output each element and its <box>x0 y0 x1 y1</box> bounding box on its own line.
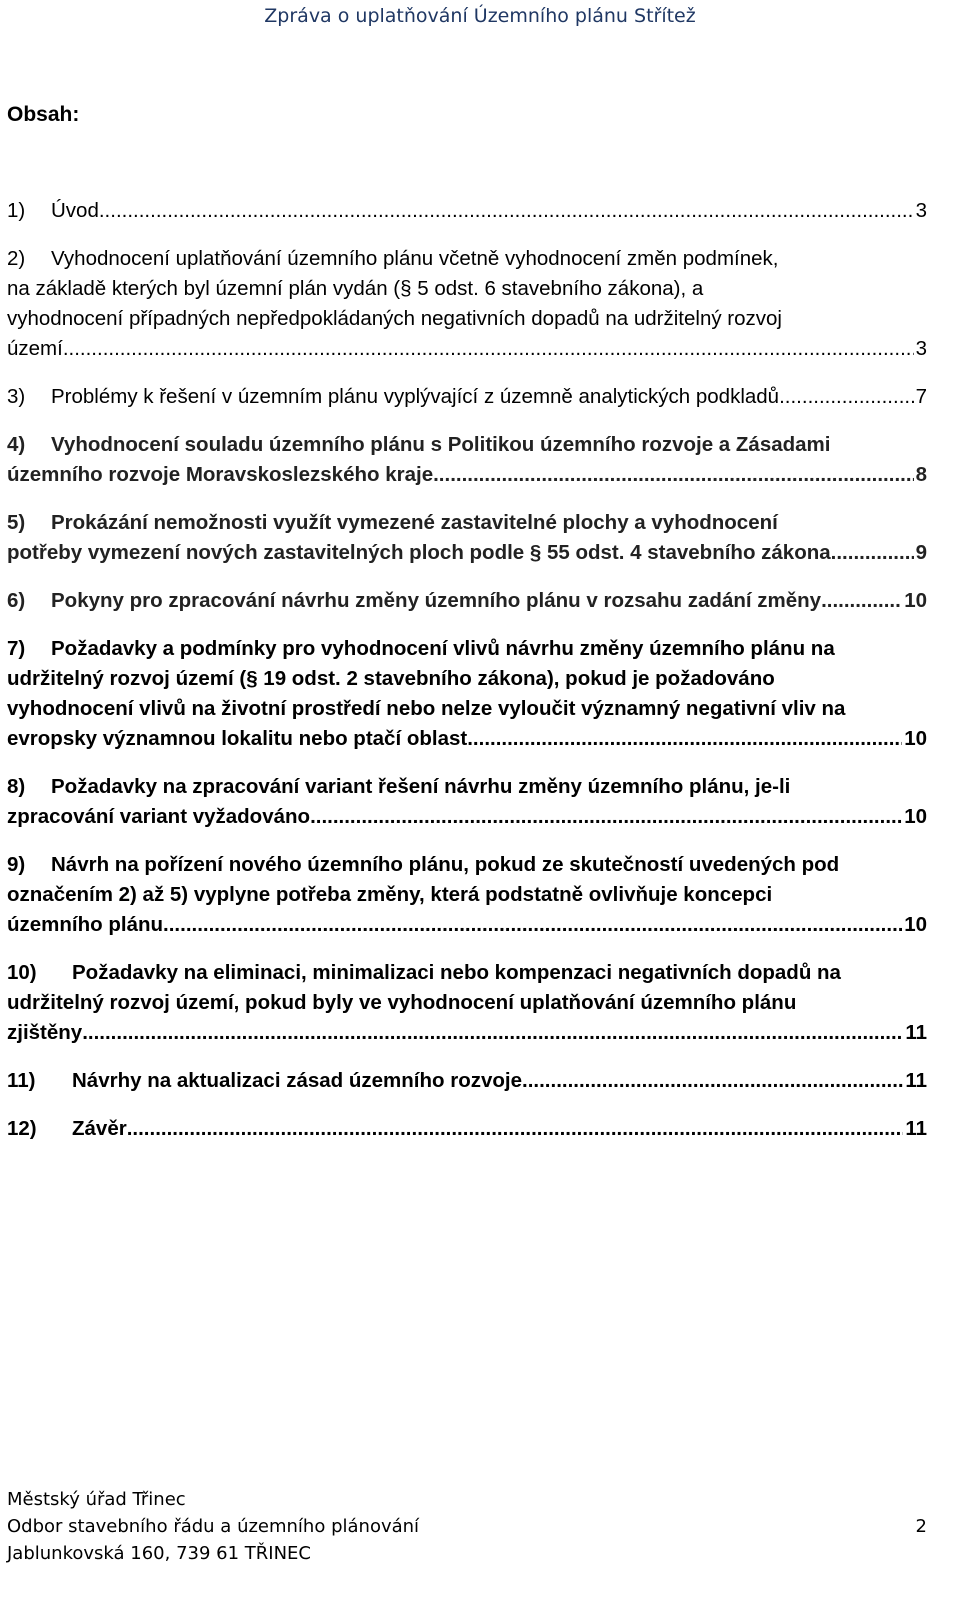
toc-entry-line <box>7 958 927 988</box>
toc-entry-line: označením 2) až 5) vyplyne potřeba změny, která podstatně ovlivňuje koncepci <box>7 883 773 906</box>
toc-page-number: 3 <box>915 337 927 360</box>
toc-page-number: 11 <box>905 1021 927 1044</box>
toc-dot-leader <box>163 910 902 940</box>
toc-entry-line <box>7 430 927 460</box>
toc-page-number: 10 <box>904 589 927 612</box>
toc-entry-number: 12) <box>7 1117 37 1140</box>
toc-entry-number: 2) <box>7 247 26 270</box>
toc-entry-title: zpracování variant vyžadováno <box>7 805 311 828</box>
toc-entry-text: Prokázání nemožnosti využít vymezené zastavitelné plochy a vyhodnocení <box>51 511 778 534</box>
toc-entry-line <box>7 634 927 664</box>
toc-page-number: 3 <box>915 199 927 222</box>
toc-entry[interactable] <box>7 382 927 412</box>
toc-entry-title: evropsky významnou lokalitu nebo ptačí oblast <box>7 727 468 750</box>
toc-entry-number: 4) <box>7 433 26 456</box>
toc-dot-leader <box>467 724 902 754</box>
toc-dot-leader <box>522 1066 903 1096</box>
toc-entry-line <box>7 244 927 274</box>
toc-entry-number: 9) <box>7 853 26 876</box>
toc-entry-title: územního rozvoje Moravskoslezského kraje <box>7 463 434 486</box>
table-of-contents <box>7 196 927 1162</box>
toc-entry-title: Závěr <box>72 1117 127 1140</box>
toc-entry-line: vyhodnocení vlivů na životní prostředí nebo nelze vyloučit významný negativní vliv na <box>7 697 846 720</box>
toc-entry-text: Požadavky na zpracování variant řešení návrhu změny územního plánu, je-li <box>51 775 791 798</box>
toc-entry-line <box>7 508 927 538</box>
toc-dot-leader <box>82 1018 903 1048</box>
toc-entry-number: 3) <box>7 385 26 408</box>
toc-entry-line: na základě kterých byl územní plán vydán (§ 5 odst. 6 stavebního zákona), a <box>7 277 704 300</box>
toc-dot-leader <box>831 538 914 568</box>
toc-entry-number: 5) <box>7 511 26 534</box>
toc-entry-title: Návrhy na aktualizaci zásad územního rozvoje <box>72 1069 523 1092</box>
toc-entry[interactable] <box>7 1114 927 1144</box>
toc-entry-title: územního plánu <box>7 913 164 936</box>
toc-entry-title: území <box>7 337 63 360</box>
toc-dot-leader <box>99 196 914 226</box>
toc-entry-number: 6) <box>7 589 26 612</box>
toc-dot-leader <box>821 586 902 616</box>
footer-page-number: 2 <box>915 1516 927 1537</box>
toc-entry-title: potřeby vymezení nových zastavitelných ploch podle § 55 odst. 4 stavebního zákona <box>7 541 831 564</box>
toc-entry[interactable] <box>7 196 927 226</box>
toc-entry[interactable] <box>7 850 927 940</box>
toc-entry[interactable] <box>7 958 927 1048</box>
toc-entry[interactable] <box>7 430 927 490</box>
toc-entry[interactable] <box>7 634 927 754</box>
toc-page-number: 11 <box>905 1069 927 1092</box>
toc-entry-number: 8) <box>7 775 26 798</box>
toc-entry-title: Problémy k řešení v územním plánu vyplývající z územně analytických podkladů <box>51 385 780 408</box>
toc-entry-line <box>7 772 927 802</box>
toc-entry[interactable] <box>7 1066 927 1096</box>
toc-entry-title: Pokyny pro zpracování návrhu změny územního plánu v rozsahu zadání změny <box>51 589 822 612</box>
toc-entry-title: zjištěny <box>7 1021 83 1044</box>
page-header <box>0 0 960 32</box>
footer-department: Odbor stavebního řádu a územního plánování <box>7 1516 420 1537</box>
toc-dot-leader <box>310 802 902 832</box>
toc-entry-line: udržitelný rozvoj území (§ 19 odst. 2 stavebního zákona), pokud je požadováno <box>7 667 775 690</box>
toc-entry[interactable] <box>7 244 927 364</box>
footer-address: Jablunkovská 160, 739 61 TŘINEC <box>7 1543 311 1564</box>
toc-entry-text: Požadavky na eliminaci, minimalizaci nebo kompenzaci negativních dopadů na <box>72 961 841 984</box>
toc-page-number: 7 <box>915 385 927 408</box>
toc-heading: Obsah: <box>7 103 80 126</box>
document-title: Zpráva o uplatňování Územního plánu Střítež <box>264 5 696 27</box>
toc-entry-line <box>7 850 927 880</box>
toc-entry-number: 10) <box>7 961 37 984</box>
toc-page-number: 10 <box>904 805 927 828</box>
toc-entry-text: Vyhodnocení souladu územního plánu s Politikou územního rozvoje a Zásadami <box>51 433 831 456</box>
toc-entry-title: Úvod <box>51 199 99 222</box>
toc-entry[interactable] <box>7 586 927 616</box>
footer-office: Městský úřad Třinec <box>7 1489 186 1510</box>
toc-entry-number: 1) <box>7 199 26 222</box>
toc-page-number: 11 <box>905 1117 927 1140</box>
toc-dot-leader <box>779 382 914 412</box>
toc-dot-leader <box>127 1114 904 1144</box>
toc-dot-leader <box>63 334 914 364</box>
toc-page-number: 8 <box>915 463 927 486</box>
toc-entry-text: Požadavky a podmínky pro vyhodnocení vlivů návrhu změny územního plánu na <box>51 637 835 660</box>
toc-page-number: 10 <box>904 727 927 750</box>
toc-dot-leader <box>433 460 913 490</box>
toc-page-number: 10 <box>904 913 927 936</box>
toc-entry-number: 7) <box>7 637 26 660</box>
toc-entry-line: udržitelný rozvoj území, pokud byly ve vyhodnocení uplatňování územního plánu <box>7 991 797 1014</box>
toc-entry-number: 11) <box>7 1069 36 1092</box>
toc-entry[interactable] <box>7 772 927 832</box>
toc-entry[interactable] <box>7 508 927 568</box>
page-footer <box>7 1486 927 1567</box>
toc-entry-text: Vyhodnocení uplatňování územního plánu včetně vyhodnocení změn podmínek, <box>51 247 779 270</box>
toc-entry-text: Návrh na pořízení nového územního plánu, pokud ze skutečností uvedených pod <box>51 853 840 876</box>
toc-page-number: 9 <box>915 541 927 564</box>
toc-entry-line: vyhodnocení případných nepředpokládaných negativních dopadů na udržitelný rozvoj <box>7 307 782 330</box>
